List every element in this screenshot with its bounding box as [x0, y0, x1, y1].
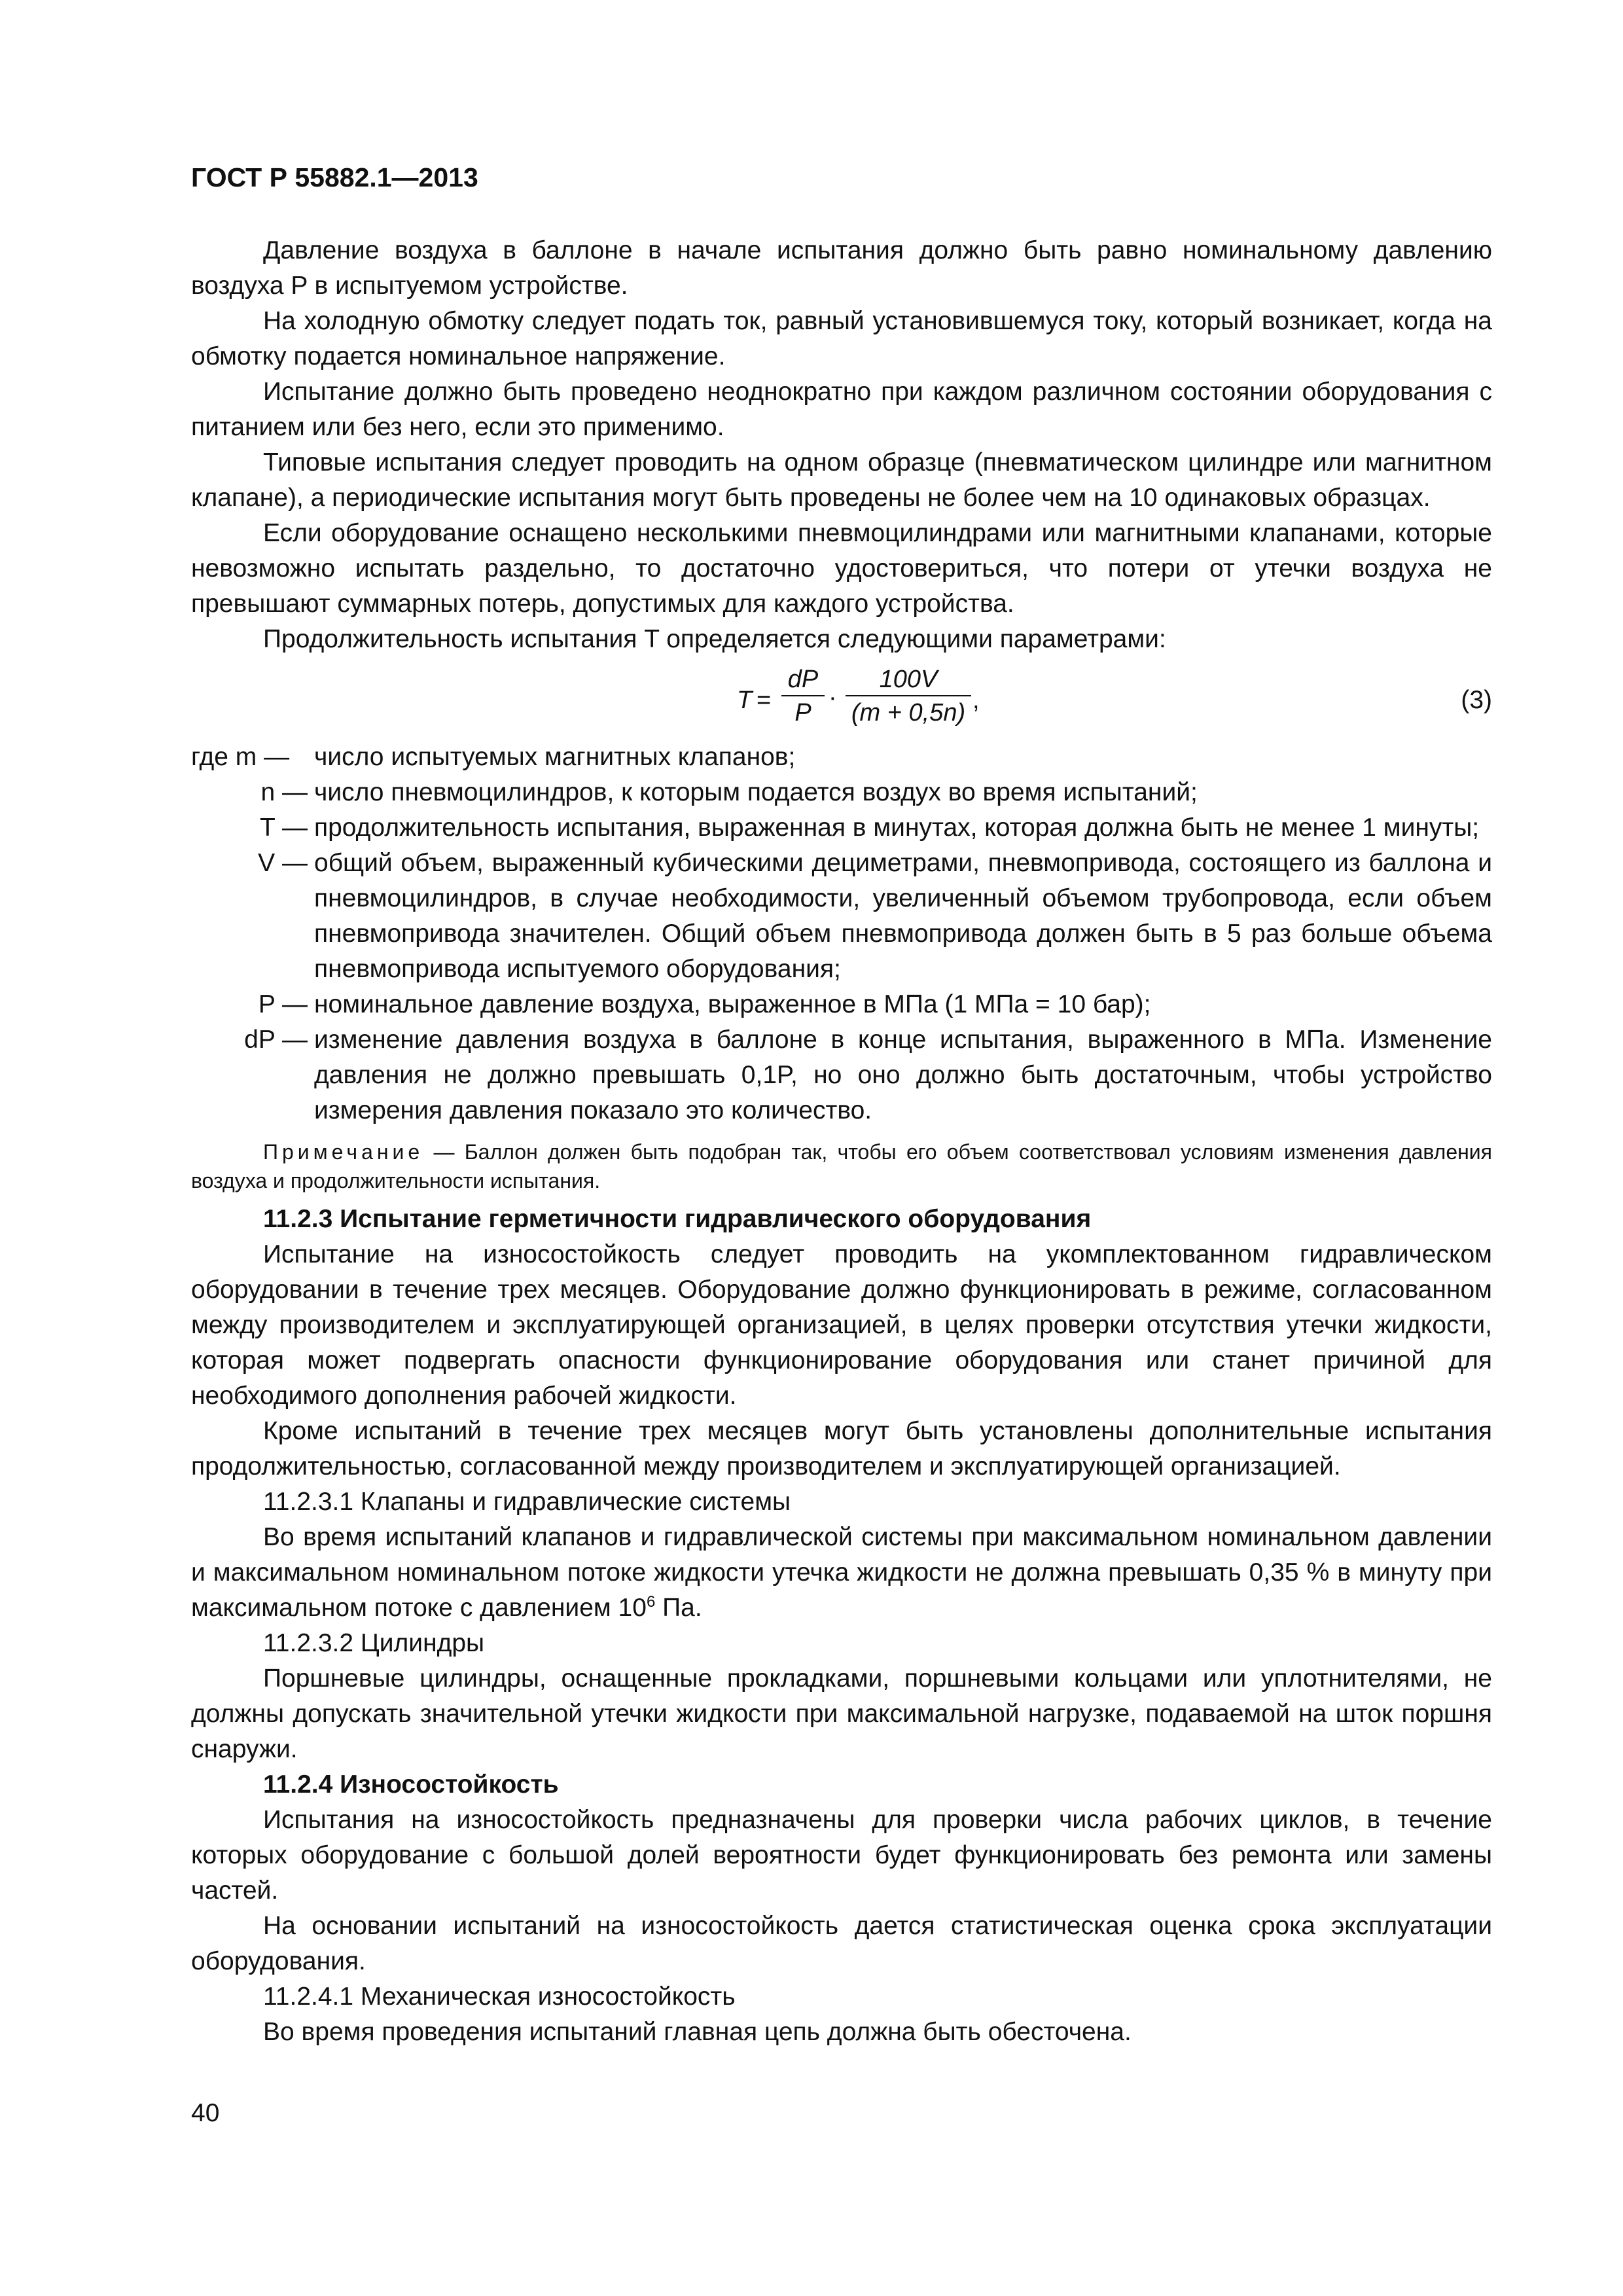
paragraph: Кроме испытаний в течение трех месяцев могут быть установлены дополнительные испытания продолжительностью, согласованной между производителем и эксплуатирующей организацией.	[191, 1417, 1492, 1480]
paragraph-text-end: Па.	[655, 1594, 702, 1622]
subsection-heading: 11.2.3.1 Клапаны и гидравлические системы	[263, 1488, 791, 1516]
legend-text: число пневмоцилиндров, к которым подается воздух во время испытаний;	[314, 778, 1198, 806]
paragraph: Испытание на износостойкость следует проводить на укомплектованном гидравлическом оборудовании в течение трех месяцев. Оборудование должно функционировать в режиме, согласованном между производителем и эксплуатирующей организацией, в целях проверки отсутствия утечки жидкости, которая может подвергать опасности функционирование оборудования или станет причиной для необходимого дополнения рабочей жидкости.	[191, 1240, 1492, 1410]
legend-text: номинальное давление воздуха, выраженное в МПа (1 МПа = 10 бар);	[314, 990, 1151, 1018]
formula-equals: =	[757, 687, 772, 714]
note	[191, 1138, 1492, 1195]
legend-symbol: где m —	[191, 743, 290, 771]
legend-item	[191, 775, 1492, 810]
fraction-dp-over-p	[781, 664, 825, 729]
paragraph: На холодную обмотку следует подать ток, равный установившемуся току, который возникает, когда на обмотку подается номинальное напряжение.	[191, 307, 1492, 370]
document-body	[191, 233, 1492, 2050]
legend-symbol: T —	[260, 814, 308, 842]
fraction-denominator: P	[794, 699, 812, 726]
legend-text: число испытуемых магнитных клапанов;	[314, 743, 796, 771]
legend-symbol: n —	[260, 778, 308, 806]
formula-3	[191, 662, 1492, 740]
section-heading: 11.2.4 Износостойкость	[263, 1770, 559, 1799]
legend-item	[191, 1022, 1492, 1128]
paragraph	[191, 1520, 1492, 1626]
legend-item	[191, 740, 1492, 775]
page-number: 40	[191, 2099, 220, 2127]
paragraph: Поршневые цилиндры, оснащенные прокладками, поршневыми кольцами или уплотнителями, не должны допускать значительной утечки жидкости при максимальной нагрузке, подаваемой на шток поршня снаружи.	[191, 1664, 1492, 1763]
fraction-volume	[846, 664, 971, 729]
paragraph-text: Во время испытаний клапанов и гидравлической системы при максимальном номинальном давлении и максимальном номинальном потоке жидкости утечка жидкости не должна превышать 0,35 % в минуту при максимальном потоке с давлением 10	[191, 1523, 1492, 1622]
fraction-denominator: (m + 0,5n)	[851, 699, 966, 726]
legend-item	[191, 987, 1492, 1022]
paragraph: Во время проведения испытаний главная цепь должна быть обесточена.	[263, 2018, 1132, 2046]
superscript-exponent: 6	[646, 1593, 656, 1611]
legend-symbol: P —	[258, 990, 308, 1018]
paragraph: На основании испытаний на износостойкость дается статистическая оценка срока эксплуатации оборудования.	[191, 1912, 1492, 1975]
subsection-heading: 11.2.3.2 Цилиндры	[263, 1629, 485, 1657]
formula-multiply-dot: ·	[829, 684, 837, 711]
paragraph: Если оборудование оснащено несколькими пневмоцилиндрами или магнитными клапанами, которые невозможно испытать раздельно, то достаточно удостовериться, что потери от утечки воздуха не превышают суммарных потерь, допустимых для каждого устройства.	[191, 519, 1492, 618]
formula-lhs: T	[737, 687, 753, 714]
paragraph: Типовые испытания следует проводить на одном образце (пневматическом цилиндре или магнитном клапане), а периодические испытания могут быть проведены не более чем на 10 одинаковых образцах.	[191, 448, 1492, 512]
document-header: ГОСТ Р 55882.1—2013	[191, 162, 478, 192]
fraction-numerator: 100V	[846, 664, 971, 696]
paragraph: Испытания на износостойкость предназначены для проверки числа рабочих циклов, в течение которых оборудование с большой долей вероятности будет функционировать без ремонта или замены частей.	[191, 1806, 1492, 1905]
legend-item	[191, 810, 1492, 846]
legend-text: изменение давления воздуха в баллоне в конце испытания, выраженного в МПа. Изменение давления не должно превышать 0,1P, но оно должно быть достаточным, чтобы устройство измерения давления показало это количество.	[314, 1026, 1492, 1124]
formula-comma: ,	[972, 687, 980, 714]
legend-symbol: dP —	[244, 1026, 308, 1054]
paragraph: Продолжительность испытания T определяется следующими параметрами:	[263, 625, 1166, 653]
legend-item	[191, 846, 1492, 987]
formula-number: (3)	[1461, 686, 1492, 714]
legend-symbol: V —	[258, 849, 308, 877]
legend-text: продолжительность испытания, выраженная в минутах, которая должна быть не менее 1 минуты;	[314, 814, 1480, 842]
legend-text: общий объем, выраженный кубическими дециметрами, пневмопривода, состоящего из баллона и пневмоцилиндров, в случае необходимости, увеличенный объемом трубопровода, если объем пневмопривода значителен. Общий объем пневмопривода должен быть в 5 раз больше объема пневмопривода испытуемого оборудования;	[314, 849, 1492, 983]
paragraph: Давление воздуха в баллоне в начале испытания должно быть равно номинальному давлению воздуха P в испытуемом устройстве.	[191, 236, 1492, 300]
note-label: Примечание	[263, 1140, 424, 1164]
paragraph: Испытание должно быть проведено неоднократно при каждом различном состоянии оборудования с питанием или без него, если это применимо.	[191, 378, 1492, 441]
formula-legend	[191, 740, 1492, 1128]
subsection-heading: 11.2.4.1 Механическая износостойкость	[263, 1982, 736, 2011]
section-heading: 11.2.3 Испытание герметичности гидравлического оборудования	[263, 1205, 1092, 1233]
note-text: — Баллон должен быть подобран так, чтобы его объем соответствовал условиям изменения давления воздуха и продолжительности испытания.	[191, 1140, 1492, 1193]
fraction-numerator: dP	[781, 664, 825, 696]
